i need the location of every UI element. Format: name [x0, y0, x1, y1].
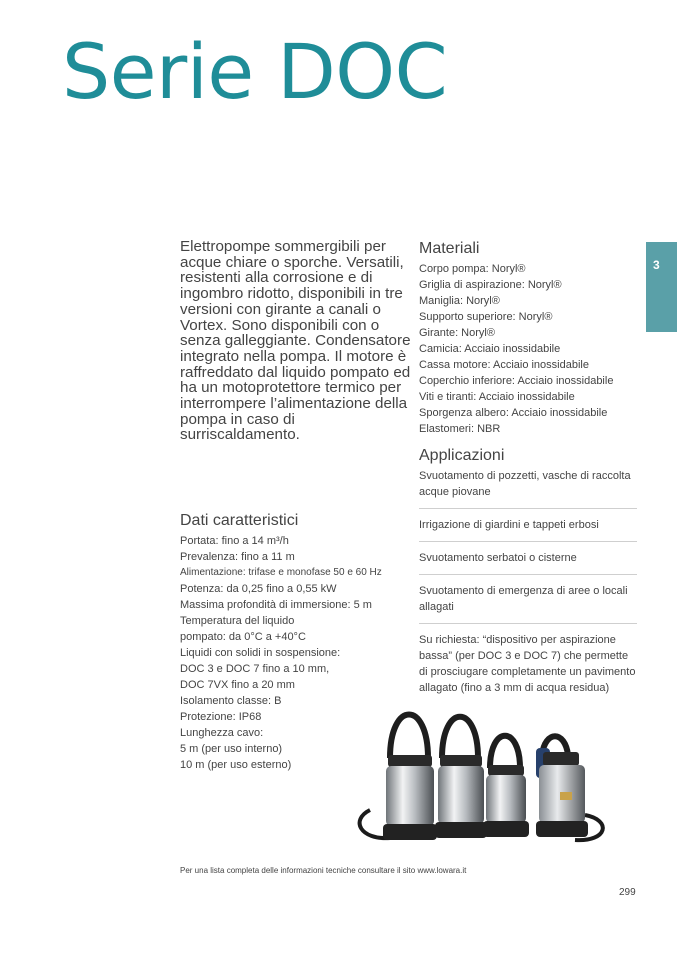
spec-item: 10 m (per uso esterno): [180, 759, 292, 771]
page-title: Serie DOC: [62, 27, 448, 116]
material-item: Sporgenza albero: Acciaio inossidabile: [419, 407, 608, 419]
materials-heading: Materiali: [419, 240, 480, 257]
material-item: Coperchio inferiore: Acciaio inossidabile: [419, 375, 614, 387]
applications-section: [419, 446, 637, 704]
material-item: Supporto superiore: Noryl®: [419, 311, 553, 323]
spec-item: DOC 3 e DOC 7 fino a 10 mm,: [180, 663, 330, 675]
spec-item: Temperatura del liquido: [180, 615, 295, 627]
application-item: Svuotamento serbatoi o cisterne: [419, 550, 637, 575]
pump-3: [483, 736, 529, 837]
spec-item: Lunghezza cavo:: [180, 727, 264, 739]
material-item: Camicia: Acciaio inossidabile: [419, 343, 561, 355]
application-item: Svuotamento di emergenza di aree o locali allagati: [419, 583, 637, 624]
pump-1: [383, 715, 437, 841]
application-item: Svuotamento di pozzetti, vasche di raccolta acque piovane: [419, 468, 637, 509]
section-tab: [646, 242, 677, 332]
materials-list: [419, 261, 637, 437]
pump-2: [435, 717, 487, 838]
application-item: Su richiesta: “dispositivo per aspirazione bassa” (per DOC 3 e DOC 7) che permette di prosciugare completamente un pavimento allagato (fino a 3 mm di acqua residua): [419, 634, 636, 694]
intro-paragraph: Elettropompe sommergibili per acque chiare o sporche. Versatili, resistenti alla corrosione e di ingombro ridotto, disponibili in tre versioni con girante a canali o Vortex. Sono disponibili con o senza galleggiante. Condensatore integrato nella pompa. Il motore è raffreddato dal liquido pompato ed ha un motoprotettore termico per interrompere l’alimentazione della pompa in caso di surriscaldamento.: [180, 238, 411, 444]
spec-item: Alimentazione: trifase e monofase 50 e 60 Hz: [180, 567, 382, 578]
materials-section: [419, 239, 637, 437]
spec-item: pompato: da 0°C a +40°C: [180, 631, 306, 643]
material-item: Elastomeri: NBR: [419, 423, 501, 435]
material-item: Maniglia: Noryl®: [419, 295, 500, 307]
pump-4: [536, 736, 588, 837]
spec-item: Liquidi con solidi in sospensione:: [180, 647, 341, 659]
applications-heading: Applicazioni: [419, 447, 505, 464]
page-number: 299: [619, 887, 636, 898]
spec-item: Prevalenza: fino a 11 m: [180, 551, 295, 563]
applications-list: [419, 468, 637, 704]
section-tab-label: 3: [653, 258, 660, 272]
pump-product-photo: [350, 700, 612, 850]
material-item: Cassa motore: Acciaio inossidabile: [419, 359, 589, 371]
spec-item: Protezione: IP68: [180, 711, 262, 723]
specs-heading: Dati caratteristici: [180, 512, 299, 529]
spec-item: Isolamento classe: B: [180, 695, 282, 707]
material-item: Viti e tiranti: Acciaio inossidabile: [419, 391, 575, 403]
application-item: Irrigazione di giardini e tappeti erbosi: [419, 517, 637, 542]
spec-item: Massima profondità di immersione: 5 m: [180, 599, 372, 611]
material-item: Corpo pompa: Noryl®: [419, 263, 526, 275]
spec-item: Portata: fino a 14 m³/h: [180, 535, 289, 547]
spec-item: Potenza: da 0,25 fino a 0,55 kW: [180, 583, 337, 595]
right-column: [419, 239, 637, 712]
footnote: Per una lista completa delle informazioni tecniche consultare il sito www.lowara.it: [180, 866, 467, 875]
spec-item: 5 m (per uso interno): [180, 743, 283, 755]
material-item: Griglia di aspirazione: Noryl®: [419, 279, 562, 291]
spec-item: DOC 7VX fino a 20 mm: [180, 679, 295, 691]
material-item: Girante: Noryl®: [419, 327, 495, 339]
